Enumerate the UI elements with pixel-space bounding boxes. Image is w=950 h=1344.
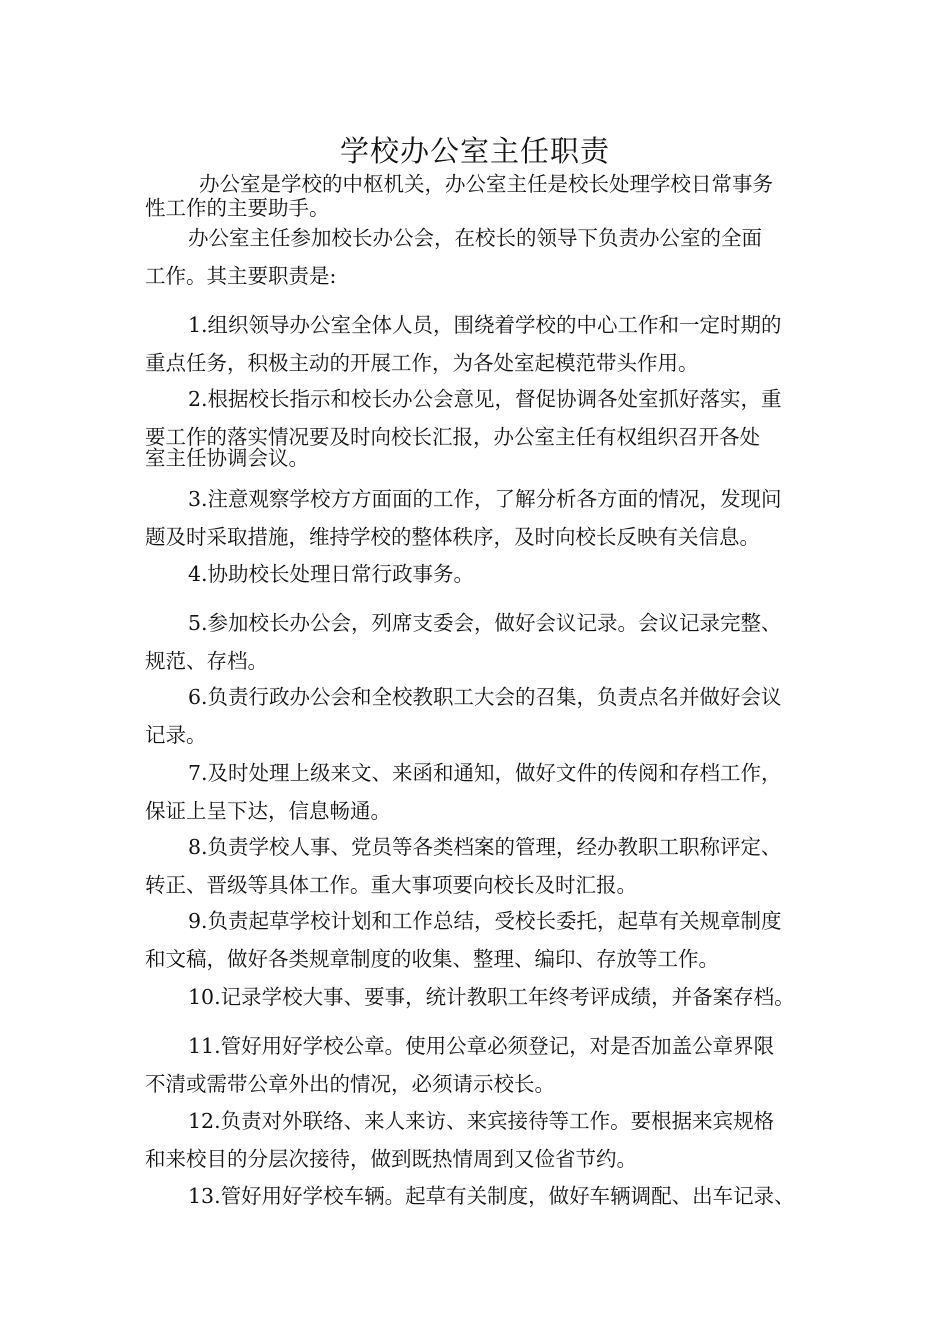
paragraph-line: 5.参加校长办公会，列席支委会，做好会议记录。会议记录完整、: [188, 611, 782, 635]
paragraph-line: 12.负责对外联络、来人来访、来宾接待等工作。要根据来宾规格: [188, 1109, 775, 1133]
paragraph-line: 不清或需带公章外出的情况，必须请示校长。: [145, 1072, 555, 1096]
paragraph-line: 要工作的落实情况要及时向校长汇报，办公室主任有权组织召开各处: [145, 425, 760, 449]
duty-item: [145, 902, 820, 978]
paragraph-line: 7.及时处理上级来文、来函和通知，做好文件的传阅和存档工作，: [188, 761, 782, 785]
paragraph-line: 6.负责行政办公会和全校教职工大会的召集，负责点名并做好会议: [188, 685, 782, 709]
paragraph-line: 11.管好用好学校公章。使用公章必须登记，对是否加盖公章界限: [188, 1034, 775, 1058]
paragraph-line: 办公室主任参加校长办公会，在校长的领导下负责办公室的全面: [188, 226, 762, 250]
duty-item: [145, 555, 820, 593]
duty-item: [145, 380, 820, 470]
paragraph-line: 13.管好用好学校车辆。起草有关制度，做好车辆调配、出车记录、: [188, 1184, 795, 1208]
intro-paragraph: [145, 172, 820, 220]
paragraph-line: 和文稿，做好各类规章制度的收集、整理、编印、存放等工作。: [145, 947, 719, 971]
paragraph-line: 2.根据校长指示和校长办公会意见，督促协调各处室抓好落实，重: [188, 387, 782, 411]
paragraph-line: 3.注意观察学校方方面面的工作，了解分析各方面的情况，发现问: [188, 487, 782, 511]
paragraph-line: 转正、晋级等具体工作。重大事项要向校长及时汇报。: [145, 873, 637, 897]
intro-paragraph: [145, 219, 820, 295]
duty-item: [145, 754, 820, 830]
document-title: 学校办公室主任职责: [339, 134, 610, 168]
duty-item: [145, 306, 820, 382]
paragraph-line: 办公室是学校的中枢机关，办公室主任是校长处理学校日常事务: [199, 172, 773, 196]
paragraph-line: 和来校目的分层次接待，做到既热情周到又俭省节约。: [145, 1147, 637, 1171]
paragraph-line: 9.负责起草学校计划和工作总结，受校长委托，起草有关规章制度: [188, 909, 782, 933]
paragraph-line: 保证上呈下达，信息畅通。: [145, 799, 391, 823]
duty-item: [145, 678, 820, 754]
paragraph-line: 记录。: [145, 723, 207, 747]
duty-item: [145, 1177, 820, 1215]
paragraph-line: 规范、存档。: [145, 649, 268, 673]
paragraph-line: 工作。其主要职责是:: [145, 264, 337, 288]
duty-item: [145, 480, 820, 556]
paragraph-line: 性工作的主要助手。: [145, 196, 330, 220]
paragraph-line: 题及时采取措施，维持学校的整体秩序，及时向校长反映有关信息。: [145, 525, 760, 549]
paragraph-line: 1.组织领导办公室全体人员，围绕着学校的中心工作和一定时期的: [188, 313, 782, 337]
duty-item: [145, 978, 820, 1016]
paragraph-line: 重点任务，积极主动的开展工作，为各处室起模范带头作用。: [145, 351, 699, 375]
paragraph-line: 4.协助校长处理日常行政事务。: [188, 562, 475, 586]
paragraph-line: 室主任协调会议。: [145, 446, 309, 470]
duty-item: [145, 828, 820, 904]
paragraph-line: 8.负责学校人事、党员等各类档案的管理，经办教职工职称评定、: [188, 835, 782, 859]
paragraph-line: 10.记录学校大事、要事，统计教职工年终考评成绩，并备案存档。: [188, 985, 795, 1009]
duty-item: [145, 1102, 820, 1178]
duty-item: [145, 604, 820, 680]
duty-item: [145, 1027, 820, 1103]
